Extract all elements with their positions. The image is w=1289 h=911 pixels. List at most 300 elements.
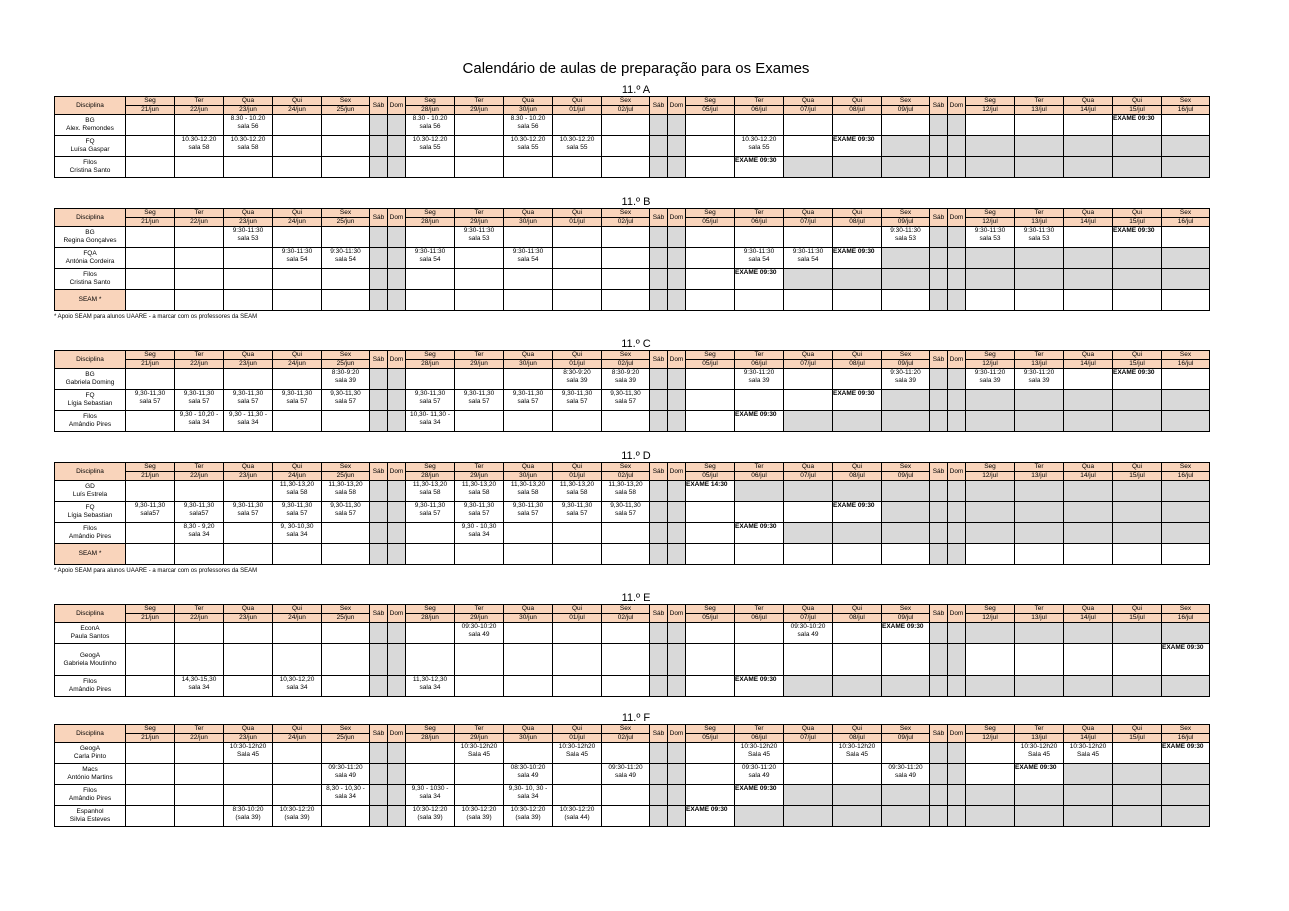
day-cell — [224, 157, 273, 178]
weekday-label: Qua — [1064, 605, 1113, 614]
subject-name: BG — [85, 229, 95, 236]
class-time: 09:30-10:20 — [461, 623, 497, 630]
teacher-name: Gabriela Doming — [65, 379, 115, 386]
day-cell — [370, 743, 388, 764]
schedule-table — [54, 724, 1210, 827]
day-cell — [833, 248, 882, 269]
class-time: sala 49 — [517, 772, 539, 779]
day-cell — [388, 523, 406, 544]
day-cell — [322, 523, 370, 544]
day-cell — [1064, 115, 1113, 136]
weekday-label: Sex — [882, 463, 930, 472]
date-label: 05/jul — [686, 614, 735, 623]
class-time: 11,30-13,20 — [328, 481, 363, 488]
table-row — [55, 785, 1210, 806]
class-time: 10:30-12:20 — [461, 806, 497, 813]
class-time: 9,30-11,30 — [414, 502, 446, 509]
day-cell — [504, 764, 553, 785]
class-time: 9:30-11:30 — [512, 248, 544, 255]
day-cell — [833, 411, 882, 432]
day-cell — [370, 290, 388, 311]
weekday-label: Dom — [388, 463, 406, 481]
date-label: 12/jul — [966, 614, 1015, 623]
weekday-label: Seg — [966, 209, 1015, 218]
day-cell — [175, 227, 224, 248]
class-time: sala 39 — [1028, 377, 1050, 384]
day-cell — [553, 411, 602, 432]
day-cell — [784, 806, 833, 827]
date-label: 21/jun — [126, 106, 175, 115]
day-cell — [553, 115, 602, 136]
weekday-label: Dom — [388, 351, 406, 369]
day-cell — [504, 390, 553, 411]
day-cell — [650, 227, 668, 248]
class-time: 9,30-11,30 — [330, 502, 361, 509]
weekday-label: Seg — [686, 97, 735, 106]
table-row — [55, 676, 1210, 697]
class-time: Sala 45 — [1076, 751, 1100, 758]
date-label: 30/jun — [504, 106, 553, 115]
day-cell — [948, 481, 966, 502]
date-label: 07/jul — [784, 360, 833, 369]
class-time: sala 54 — [797, 256, 819, 263]
date-label: 15/jul — [1113, 106, 1162, 115]
weekday-label: Dom — [388, 209, 406, 227]
day-cell — [784, 411, 833, 432]
day-cell — [1015, 644, 1064, 676]
subject-cell — [55, 157, 126, 178]
weekday-label: Qui — [553, 463, 602, 472]
subject-name: GeogA — [79, 651, 101, 659]
weekday-label: Sex — [602, 605, 650, 614]
date-label: 24/jun — [273, 734, 322, 743]
day-cell — [553, 136, 602, 157]
day-cell — [455, 785, 504, 806]
date-label: 14/jul — [1064, 614, 1113, 623]
weekday-label: Ter — [735, 725, 784, 734]
day-cell — [650, 743, 668, 764]
date-label: 15/jul — [1113, 472, 1162, 481]
day-cell — [273, 806, 322, 827]
day-cell — [966, 290, 1015, 311]
day-cell — [784, 523, 833, 544]
day-cell — [1113, 115, 1162, 136]
class-time: sala 49 — [468, 631, 490, 638]
class-time: sala 34 — [419, 419, 441, 426]
subject-cell — [55, 115, 126, 136]
table-row — [55, 157, 1210, 178]
day-cell — [833, 676, 882, 697]
day-cell — [406, 743, 455, 764]
class-time: sala 57 — [517, 510, 539, 517]
day-cell — [370, 411, 388, 432]
day-cell — [1064, 644, 1113, 676]
date-label: 15/jul — [1113, 218, 1162, 227]
day-cell — [668, 743, 686, 764]
day-cell — [686, 623, 735, 644]
day-cell — [650, 523, 668, 544]
day-cell — [602, 676, 650, 697]
day-cell — [273, 502, 322, 523]
class-time: sala 57 — [139, 398, 161, 405]
date-label: 05/jul — [686, 734, 735, 743]
day-cell — [224, 290, 273, 311]
subject-cell — [55, 743, 126, 764]
class-time: sala 56 — [237, 123, 259, 130]
exam-label: EXAME 09:30 — [1113, 369, 1155, 376]
subject-name: BG — [85, 117, 95, 124]
day-cell — [504, 623, 553, 644]
day-cell — [735, 290, 784, 311]
subject-cell — [55, 290, 126, 311]
day-cell — [650, 248, 668, 269]
class-time: sala 55 — [748, 144, 770, 151]
day-cell — [273, 481, 322, 502]
day-cell — [1015, 676, 1064, 697]
class-time: sala 34 — [517, 793, 539, 800]
teacher-name: Luís Estrela — [72, 491, 108, 498]
class-time: 08:30-10:20 — [510, 764, 546, 771]
teacher-name: Cristina Santo — [69, 279, 111, 286]
weekday-label: Ter — [175, 209, 224, 218]
day-cell — [930, 115, 948, 136]
day-cell — [833, 115, 882, 136]
day-cell — [224, 644, 273, 676]
weekday-label: Seg — [406, 209, 455, 218]
class-time: 09:30-11:20 — [608, 764, 643, 771]
day-cell — [126, 157, 175, 178]
class-time: sala 57 — [615, 510, 636, 517]
day-cell — [455, 390, 504, 411]
day-cell — [1162, 764, 1210, 785]
day-cell — [406, 785, 455, 806]
day-cell — [948, 764, 966, 785]
day-cell — [650, 136, 668, 157]
day-cell — [668, 785, 686, 806]
day-cell — [388, 676, 406, 697]
weekday-label: Sex — [602, 209, 650, 218]
weekday-label: Qua — [224, 605, 273, 614]
day-cell — [833, 269, 882, 290]
class-time: 14,30-15,30 — [181, 676, 217, 683]
day-cell — [553, 290, 602, 311]
date-label: 24/jun — [273, 360, 322, 369]
day-cell — [784, 227, 833, 248]
day-cell — [602, 523, 650, 544]
class-time: 09:30-10:20 — [790, 623, 826, 630]
weekday-label: Dom — [948, 605, 966, 623]
day-cell — [930, 227, 948, 248]
weekday-label: Sex — [882, 725, 930, 734]
subject-name: SEAM * — [78, 296, 102, 303]
day-cell — [504, 523, 553, 544]
class-time: 8:30-10:20 — [232, 806, 264, 813]
weekday-label: Seg — [966, 97, 1015, 106]
weekday-label: Sáb — [930, 605, 948, 623]
day-cell — [686, 157, 735, 178]
day-cell — [1064, 248, 1113, 269]
class-time: (sala 39) — [284, 814, 310, 821]
class-time: 10:30-12h20 — [740, 743, 778, 750]
day-cell — [602, 623, 650, 644]
day-cell — [930, 676, 948, 697]
day-cell — [966, 481, 1015, 502]
day-cell — [686, 227, 735, 248]
class-time: 9:30-11:20 — [1023, 369, 1055, 376]
date-label: 02/jul — [602, 106, 650, 115]
weekday-label: Qua — [784, 725, 833, 734]
discipline-header: Disciplina — [55, 97, 126, 115]
day-cell — [833, 764, 882, 785]
class-time: (sala 44) — [564, 814, 590, 821]
day-cell — [735, 502, 784, 523]
day-cell — [882, 806, 930, 827]
day-cell — [833, 623, 882, 644]
day-cell — [833, 523, 882, 544]
weekday-label: Qua — [504, 351, 553, 360]
table-row — [55, 411, 1210, 432]
weekday-label: Ter — [735, 605, 784, 614]
subject-name: GD — [85, 483, 95, 490]
date-label: 06/jul — [735, 360, 784, 369]
weekday-label: Seg — [126, 209, 175, 218]
day-cell — [273, 544, 322, 565]
class-time: 9,30-11,30 — [232, 390, 264, 397]
day-cell — [602, 227, 650, 248]
day-cell — [1113, 785, 1162, 806]
subject-name: Filos — [83, 159, 97, 166]
class-time: sala 55 — [419, 144, 441, 151]
class-time: sala 57 — [615, 398, 636, 405]
day-cell — [224, 523, 273, 544]
weekday-label: Qui — [553, 351, 602, 360]
day-cell — [1113, 623, 1162, 644]
date-label: 08/jul — [833, 360, 882, 369]
day-cell — [882, 764, 930, 785]
day-cell — [930, 623, 948, 644]
day-cell — [224, 764, 273, 785]
weekday-label: Qua — [504, 463, 553, 472]
day-cell — [322, 544, 370, 565]
day-cell — [650, 544, 668, 565]
table-row — [55, 269, 1210, 290]
day-cell — [388, 157, 406, 178]
weekday-label: Sex — [322, 209, 370, 218]
date-label: 01/jul — [553, 106, 602, 115]
class-time: sala 58 — [335, 489, 356, 496]
class-time: 9,30-11,30 — [183, 502, 215, 509]
day-cell — [650, 502, 668, 523]
day-cell — [406, 390, 455, 411]
day-cell — [224, 743, 273, 764]
subject-name: Filos — [83, 678, 97, 685]
weekday-label: Ter — [735, 97, 784, 106]
day-cell — [273, 248, 322, 269]
day-cell — [668, 806, 686, 827]
day-cell — [322, 481, 370, 502]
class-time: sala 55 — [566, 144, 588, 151]
day-cell — [322, 623, 370, 644]
weekday-label: Sáb — [650, 209, 668, 227]
day-cell — [602, 136, 650, 157]
day-cell — [175, 743, 224, 764]
day-cell — [1162, 481, 1210, 502]
day-cell — [602, 290, 650, 311]
date-label: 05/jul — [686, 360, 735, 369]
weekday-label: Sáb — [370, 725, 388, 743]
date-label: 16/jul — [1162, 614, 1210, 623]
teacher-name: Regina Gonçalves — [63, 237, 117, 244]
day-cell — [322, 115, 370, 136]
day-cell — [735, 764, 784, 785]
day-cell — [455, 157, 504, 178]
subject-cell — [55, 369, 126, 390]
day-cell — [224, 115, 273, 136]
day-cell — [406, 157, 455, 178]
day-cell — [668, 481, 686, 502]
day-cell — [370, 157, 388, 178]
day-cell — [388, 623, 406, 644]
day-cell — [126, 136, 175, 157]
weekday-label: Qui — [273, 605, 322, 614]
date-label: 06/jul — [735, 472, 784, 481]
class-time: 9:30-11:20 — [974, 369, 1006, 376]
class-time: sala 53 — [1028, 235, 1050, 242]
weekday-label: Dom — [948, 97, 966, 115]
class-time: 9,30-11,30 — [134, 390, 166, 397]
date-label: 29/jun — [455, 360, 504, 369]
day-cell — [126, 502, 175, 523]
class-time: sala 49 — [615, 772, 636, 779]
class-time: sala 57 — [286, 398, 308, 405]
day-cell — [930, 785, 948, 806]
weekday-label: Sáb — [930, 725, 948, 743]
day-cell — [322, 743, 370, 764]
teacher-name: Cristina Santo — [69, 167, 111, 174]
class-time: sala 49 — [748, 772, 770, 779]
class-time: 8.30 - 10.20 — [230, 115, 266, 122]
weekday-label: Seg — [126, 97, 175, 106]
day-cell — [686, 523, 735, 544]
day-cell — [833, 481, 882, 502]
day-cell — [1015, 290, 1064, 311]
class-time: sala 39 — [615, 377, 636, 384]
day-cell — [273, 369, 322, 390]
exam-label: EXAME 09:30 — [735, 411, 777, 418]
day-cell — [735, 390, 784, 411]
day-cell — [784, 390, 833, 411]
class-time: sala 58 — [237, 144, 259, 151]
weekday-label: Sex — [1162, 725, 1210, 734]
schedule-table — [54, 462, 1210, 565]
day-cell — [686, 544, 735, 565]
day-cell — [126, 369, 175, 390]
day-cell — [1162, 227, 1210, 248]
day-cell — [370, 269, 388, 290]
weekday-label: Sex — [1162, 605, 1210, 614]
date-label: 28/jun — [406, 218, 455, 227]
date-label: 05/jul — [686, 106, 735, 115]
weekday-label: Sáb — [370, 351, 388, 369]
day-cell — [504, 743, 553, 764]
class-time: sala 34 — [468, 531, 490, 538]
class-time: 9,30 - 1030 - — [411, 785, 449, 792]
date-label: 28/jun — [406, 734, 455, 743]
teacher-name: Silvia Esteves — [69, 816, 111, 823]
day-cell — [1113, 502, 1162, 523]
day-cell — [455, 369, 504, 390]
class-time: 9,30 - 11,30 - — [228, 411, 268, 418]
class-time: 10.30-12.20 — [510, 136, 546, 143]
day-cell — [504, 785, 553, 806]
weekday-label: Qua — [224, 209, 273, 218]
day-cell — [406, 115, 455, 136]
day-cell — [455, 269, 504, 290]
weekday-label: Sex — [602, 725, 650, 734]
class-time: sala 56 — [517, 123, 539, 130]
day-cell — [1015, 623, 1064, 644]
date-label: 23/jun — [224, 472, 273, 481]
weekday-label: Sex — [1162, 351, 1210, 360]
day-cell — [650, 115, 668, 136]
day-cell — [668, 764, 686, 785]
day-cell — [322, 136, 370, 157]
class-time: sala 53 — [468, 235, 490, 242]
class-time: sala 58 — [286, 489, 308, 496]
weekday-label: Dom — [668, 97, 686, 115]
class-time: 9:30-11:30 — [414, 248, 446, 255]
weekday-label: Seg — [406, 605, 455, 614]
day-cell — [455, 136, 504, 157]
day-cell — [930, 644, 948, 676]
day-cell — [504, 227, 553, 248]
date-label: 08/jul — [833, 106, 882, 115]
day-cell — [686, 248, 735, 269]
day-cell — [602, 644, 650, 676]
subject-cell — [55, 764, 126, 785]
class-time: 10.30-12.20 — [559, 136, 595, 143]
day-cell — [966, 390, 1015, 411]
day-cell — [1162, 544, 1210, 565]
subject-cell — [55, 785, 126, 806]
day-cell — [948, 290, 966, 311]
section-title: 11.º D — [621, 450, 651, 462]
weekday-label: Seg — [966, 605, 1015, 614]
day-cell — [224, 481, 273, 502]
day-cell — [126, 676, 175, 697]
day-cell — [966, 623, 1015, 644]
day-cell — [686, 644, 735, 676]
weekday-label: Sex — [1162, 209, 1210, 218]
day-cell — [455, 764, 504, 785]
day-cell — [504, 676, 553, 697]
date-label: 28/jun — [406, 472, 455, 481]
class-time: sala 39 — [979, 377, 1001, 384]
day-cell — [1162, 785, 1210, 806]
weekday-label: Sex — [322, 725, 370, 734]
class-time: sala 34 — [188, 419, 210, 426]
weekday-label: Sex — [322, 97, 370, 106]
class-time: 10:30-12:20 — [559, 806, 595, 813]
weekday-label: Sex — [882, 605, 930, 614]
day-cell — [686, 502, 735, 523]
day-cell — [370, 644, 388, 676]
class-time: sala 34 — [188, 531, 210, 538]
weekday-label: Ter — [735, 463, 784, 472]
day-cell — [1015, 523, 1064, 544]
class-time: sala 34 — [188, 684, 210, 691]
class-time: sala 57 — [335, 510, 356, 517]
